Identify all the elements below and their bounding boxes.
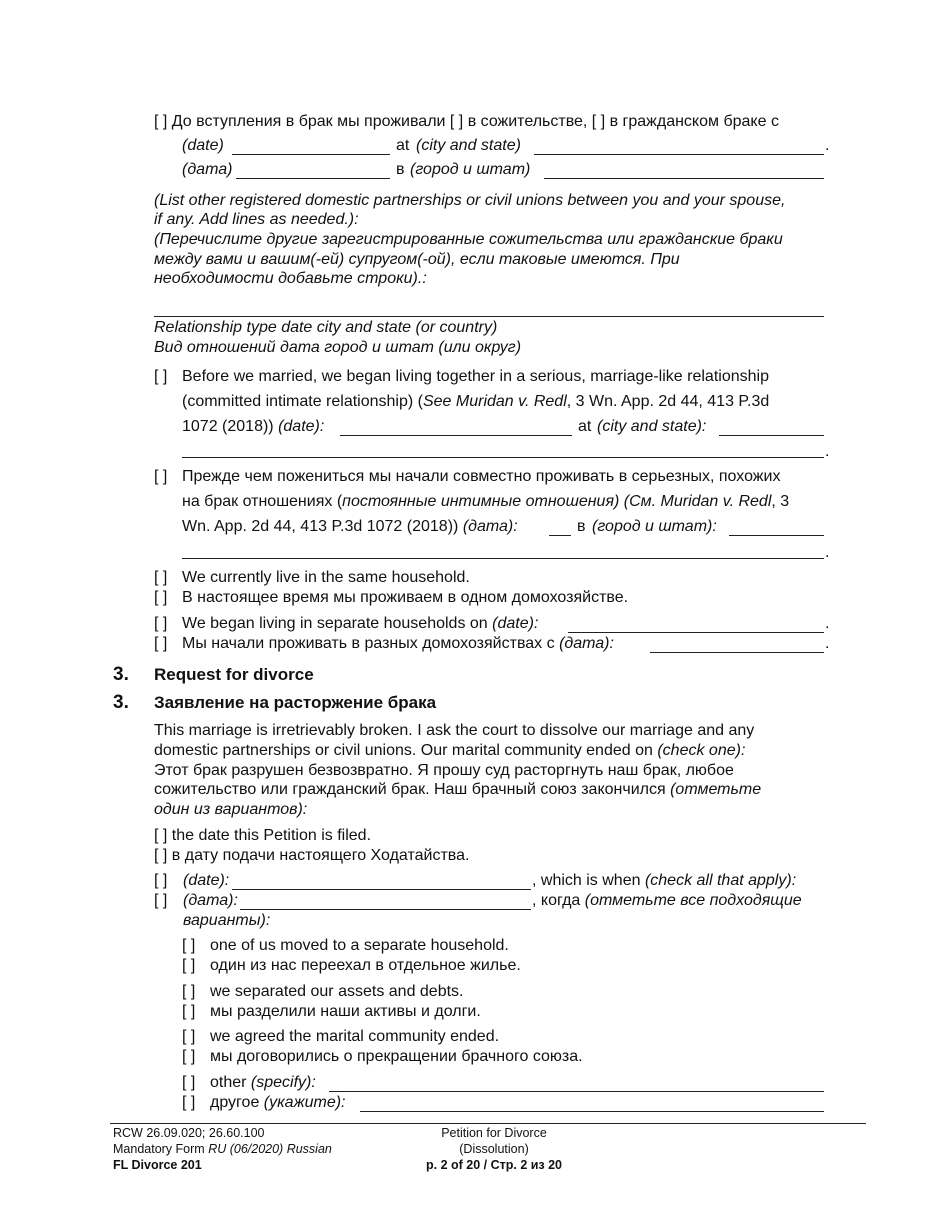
date-label-en: (date) xyxy=(182,137,224,154)
same-household-en: We currently live in the same household. xyxy=(182,569,470,586)
at-en: at xyxy=(396,137,410,154)
cir-en-1: Before we married, we began living together in a serious, marriage-like relationship xyxy=(182,368,769,385)
checkbox-other-en[interactable]: [ ] xyxy=(182,1074,196,1091)
footer-rcw: RCW 26.09.020; 26.60.100 xyxy=(113,1126,265,1140)
section3-p5: один из вариантов): xyxy=(154,801,308,818)
separate-date-field-en[interactable] xyxy=(568,632,824,633)
section-title-en: Request for divorce xyxy=(154,665,314,684)
same-household-ru: В настоящее время мы проживаем в одном домохозяйстве. xyxy=(182,589,629,606)
section3-p4: сожительство или гражданский брак. Наш брачный союз закончился (отметьте xyxy=(154,781,762,798)
city-state-field-ru[interactable] xyxy=(544,178,824,179)
footer-title-1: Petition for Divorce xyxy=(441,1126,547,1140)
filed-option-en[interactable]: [ ] the date this Petition is filed. xyxy=(154,827,372,844)
separate-ru: Мы начали проживать в разных домохозяйствах с (дата): xyxy=(182,635,614,652)
relationship-caption-ru: Вид отношений дата город и штат (или округ) xyxy=(154,339,522,356)
section-number: 3. xyxy=(113,664,129,685)
cir-en-2: (committed intimate relationship) (See Muridan v. Redl, 3 Wn. App. 2d 44, 413 P.3d xyxy=(182,393,770,410)
cir-ru-1: Прежде чем пожениться мы начали совместно проживать в серьезных, похожих xyxy=(182,468,781,485)
period: . xyxy=(825,443,830,460)
end-date-field-en[interactable] xyxy=(232,889,531,890)
date-label-ru: (дата) xyxy=(182,161,233,178)
list-other-en-1: (List other registered domestic partnerships or civil unions between you and your spouse, xyxy=(154,192,786,209)
cir-at-ru: в xyxy=(577,518,586,535)
assets-ru: мы разделили наши активы и долги. xyxy=(210,1003,481,1020)
footer-title-2: (Dissolution) xyxy=(459,1142,529,1156)
cir-date-field-ru[interactable] xyxy=(549,535,571,536)
checkbox-assets-en[interactable]: [ ] xyxy=(182,983,196,1000)
period: . xyxy=(825,137,830,154)
assets-en: we separated our assets and debts. xyxy=(210,983,464,1000)
footer-rule xyxy=(110,1123,866,1124)
date-option-label-en: (date): xyxy=(183,872,230,889)
period: . xyxy=(825,615,830,632)
cir-city-field-en[interactable] xyxy=(719,435,824,436)
moved-en: one of us moved to a separate household. xyxy=(210,937,509,954)
period: . xyxy=(825,635,830,652)
checkbox-other-ru[interactable]: [ ] xyxy=(182,1094,196,1111)
cir-city-field-ru[interactable] xyxy=(729,535,824,536)
cir-at-en: at xyxy=(578,418,592,435)
checkbox-agreed-ru[interactable]: [ ] xyxy=(182,1048,196,1065)
date-option-which-en: , which is when (check all that apply): xyxy=(532,872,797,889)
relationship-caption-en: Relationship type date city and state (or country) xyxy=(154,319,498,336)
checkbox-separate-en[interactable]: [ ] xyxy=(154,615,168,632)
checkbox-agreed-en[interactable]: [ ] xyxy=(182,1028,196,1045)
other-en: other (specify): xyxy=(210,1074,316,1091)
list-other-ru-1: (Перечислите другие зарегистрированные сожительства или гражданские браки xyxy=(154,231,783,248)
checkbox-moved-en[interactable]: [ ] xyxy=(182,937,196,954)
footer-page: p. 2 of 20 / Стр. 2 из 20 xyxy=(425,1158,563,1172)
agreed-ru: мы договорились о прекращении брачного союза. xyxy=(210,1048,583,1065)
cir-en-3: 1072 (2018)) (date): xyxy=(182,418,325,435)
list-other-ru-2: между вами и вашим(-ей) супругом(-ой), если таковые имеются. При xyxy=(154,251,680,268)
other-ru: другое (укажите): xyxy=(210,1094,346,1111)
moved-ru: один из нас переехал в отдельное жилье. xyxy=(210,957,521,974)
cir-city-label-ru: (город и штат): xyxy=(592,518,717,535)
separate-date-field-ru[interactable] xyxy=(650,652,824,653)
section-title-ru: Заявление на расторжение брака xyxy=(154,693,437,712)
date-field-en[interactable] xyxy=(232,154,390,155)
checkbox-assets-ru[interactable]: [ ] xyxy=(182,1003,196,1020)
checkbox-date-en[interactable]: [ ] xyxy=(154,872,168,889)
section3-p2: domestic partnerships or civil unions. Our marital community ended on (check one): xyxy=(154,742,746,759)
footer-mandatory: Mandatory Form RU (06/2020) Russian xyxy=(113,1142,332,1156)
checkbox-same-household-ru[interactable]: [ ] xyxy=(154,589,168,606)
section3-p1: This marriage is irretrievably broken. I ask the court to dissolve our marriage and any xyxy=(154,722,755,739)
checkbox-separate-ru[interactable]: [ ] xyxy=(154,635,168,652)
date-option-which-ru: , когда (отметьте все подходящие xyxy=(532,892,802,909)
agreed-en: we agreed the marital community ended. xyxy=(210,1028,500,1045)
relationship-field[interactable] xyxy=(154,316,824,317)
list-other-en-2: if any. Add lines as needed.): xyxy=(154,211,359,228)
separate-en: We began living in separate households on (date): xyxy=(182,615,539,632)
other-field-en[interactable] xyxy=(329,1091,824,1092)
section3-p3: Этот брак разрушен безвозвратно. Я прошу суд расторгнуть наш брак, любое xyxy=(154,762,734,779)
at-ru: в xyxy=(396,161,405,178)
footer-form-id: FL Divorce 201 xyxy=(113,1158,202,1172)
date-field-ru[interactable] xyxy=(236,178,390,179)
checkbox-same-household-en[interactable]: [ ] xyxy=(154,569,168,586)
section-number: 3. xyxy=(113,692,129,713)
period: . xyxy=(825,544,830,561)
date-option-which-ru-2: варианты): xyxy=(183,912,271,929)
filed-option-ru[interactable]: [ ] в дату подачи настоящего Ходатайства. xyxy=(154,847,470,864)
end-date-field-ru[interactable] xyxy=(240,909,531,910)
cir-ru-3: Wn. App. 2d 44, 413 P.3d 1072 (2018)) (дата): xyxy=(182,518,518,535)
checkbox-cir-ru[interactable]: [ ] xyxy=(154,468,168,485)
cir-ru-2: на брак отношениях (постоянные интимные отношения) (См. Muridan v. Redl, 3 xyxy=(182,493,790,510)
city-state-field-en[interactable] xyxy=(534,154,824,155)
city-state-label-ru: (город и штат) xyxy=(410,161,531,178)
cir-extra-line-ru[interactable] xyxy=(182,558,824,559)
checkbox-date-ru[interactable]: [ ] xyxy=(154,892,168,909)
cir-extra-line-en[interactable] xyxy=(182,457,824,458)
city-state-label-en: (city and state) xyxy=(416,137,521,154)
other-field-ru[interactable] xyxy=(360,1111,824,1112)
date-option-label-ru: (дата): xyxy=(183,892,238,909)
list-other-ru-3: необходимости добавьте строки).: xyxy=(154,270,427,287)
checkbox-cir-en[interactable]: [ ] xyxy=(154,368,168,385)
cir-city-label-en: (city and state): xyxy=(597,418,707,435)
premarital-line: [ ] До вступления в брак мы проживали [ ] в сожительстве, [ ] в гражданском браке с xyxy=(154,113,779,130)
cir-date-field-en[interactable] xyxy=(340,435,572,436)
checkbox-moved-ru[interactable]: [ ] xyxy=(182,957,196,974)
